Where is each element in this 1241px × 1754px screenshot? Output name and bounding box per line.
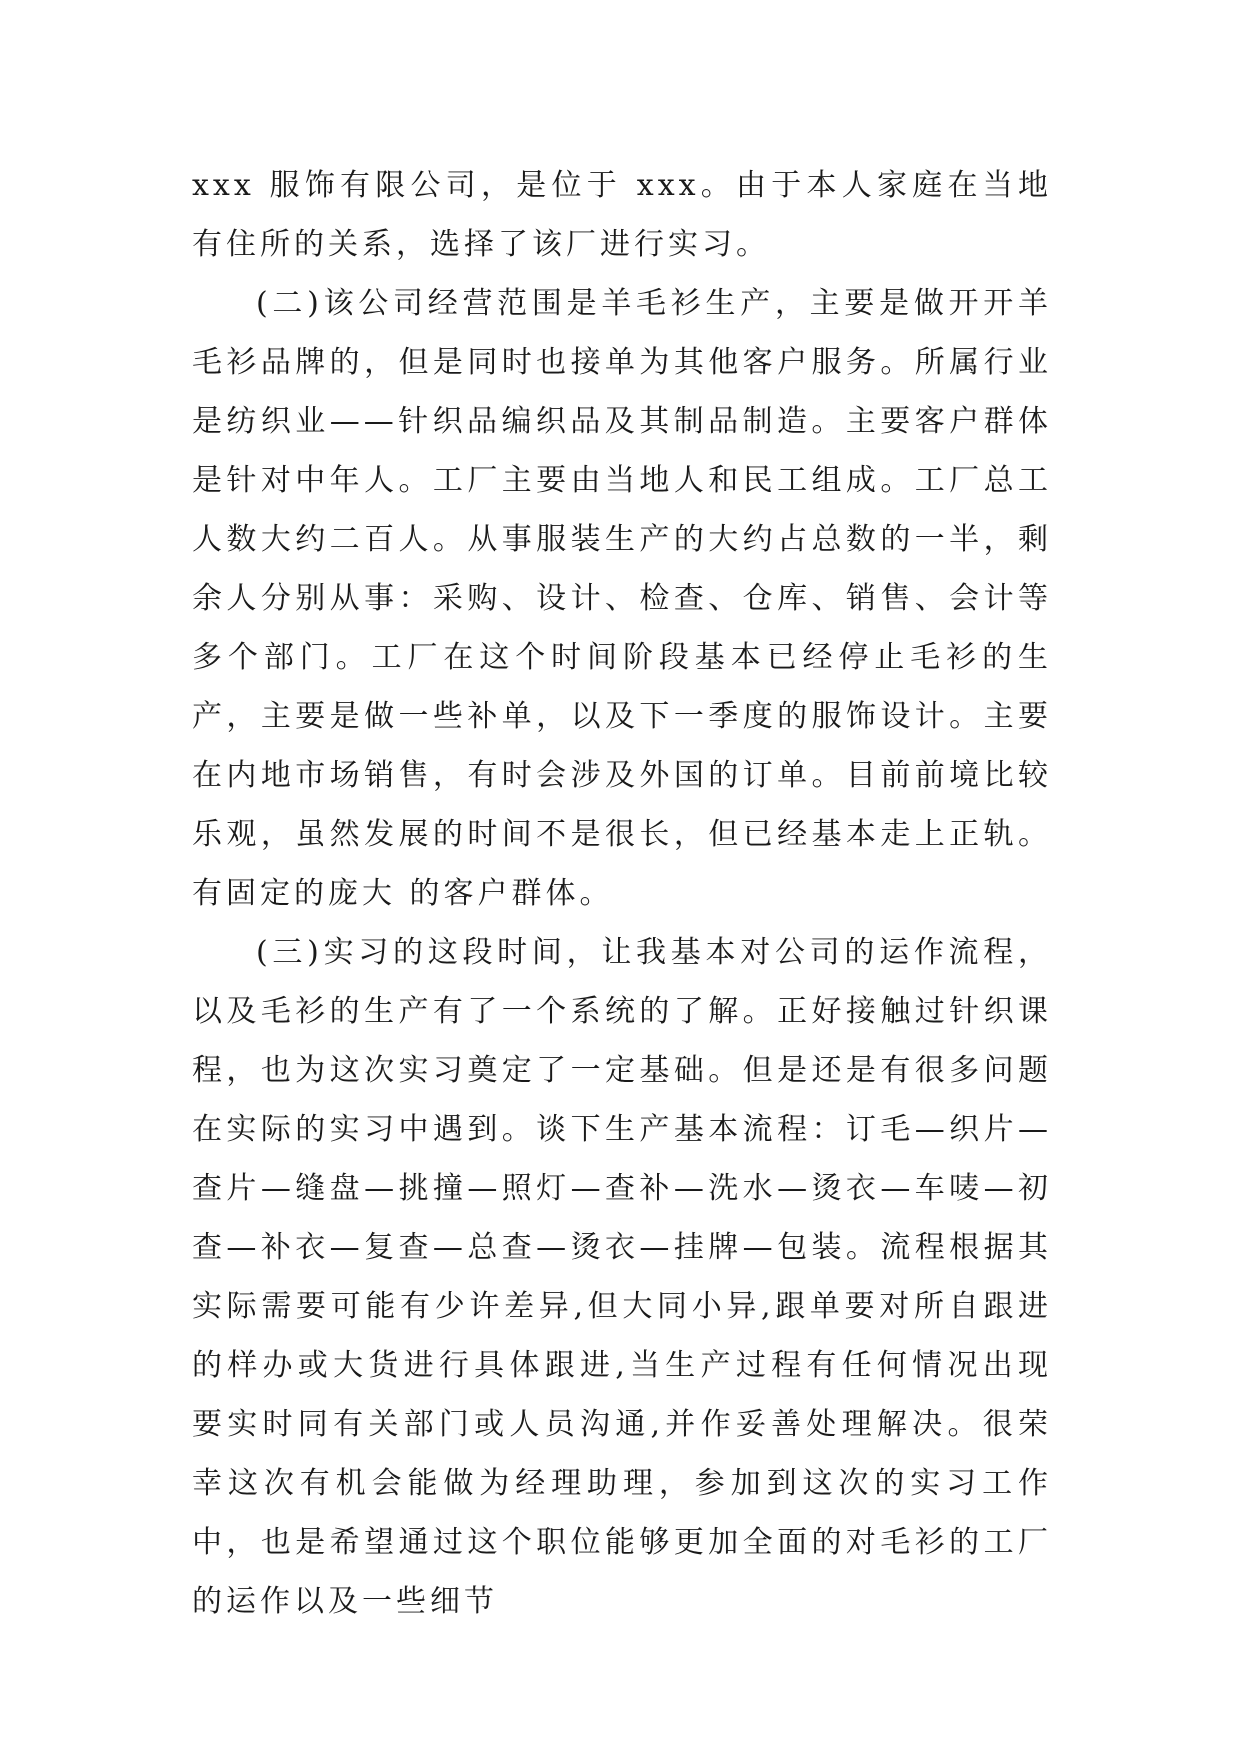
paragraph-1: xxx 服饰有限公司，是位于 xxx。由于本人家庭在当地有住所的关系，选择了该厂进行实习。	[192, 168, 1052, 262]
paragraph-3: (三)实习的这段时间，让我基本对公司的运作流程，以及毛衫的生产有了一个系统的了解。正好接触过针织课程，也为这次实习奠定了一定基础。但是还是有很多问题在实际的实习中遇到。谈下生产基本流程：订毛—织片—查片—缝盘—挑撞—照灯—查补—洗水—烫衣—车唛—初查—补衣—复查—总查—烫衣—挂牌—包装。流程根据其实际需要可能有少许差异,但大同小异,跟单要对所自跟进的样办或大货进行具体跟进,当生产过程有任何情况出现要实时同有关部门或人员沟通,并作妥善处理解决。很荣幸这次有机会能做为经理助理，参加到这次的实习工作中，也是希望通过这个职位能够更加全面的对毛衫的工厂的运作以及一些细节	[192, 935, 1052, 1619]
paragraph-2: (二)该公司经营范围是羊毛衫生产，主要是做开开羊毛衫品牌的，但是同时也接单为其他客户服务。所属行业是纺织业——针织品编织品及其制品制造。主要客户群体是针对中年人。工厂主要由当地人和民工组成。工厂总工人数大约二百人。从事服装生产的大约占总数的一半，剩余人分别从事：采购、设计、检查、仓库、销售、会计等多个部门。工厂在这个时间阶段基本已经停止毛衫的生产，主要是做一些补单，以及下一季度的服饰设计。主要在内地市场销售，有时会涉及外国的订单。目前前境比较乐观，虽然发展的时间不是很长，但已经基本走上正轨。有固定的庞大 的客户群体。	[192, 286, 1052, 911]
document-body	[192, 156, 1052, 1631]
